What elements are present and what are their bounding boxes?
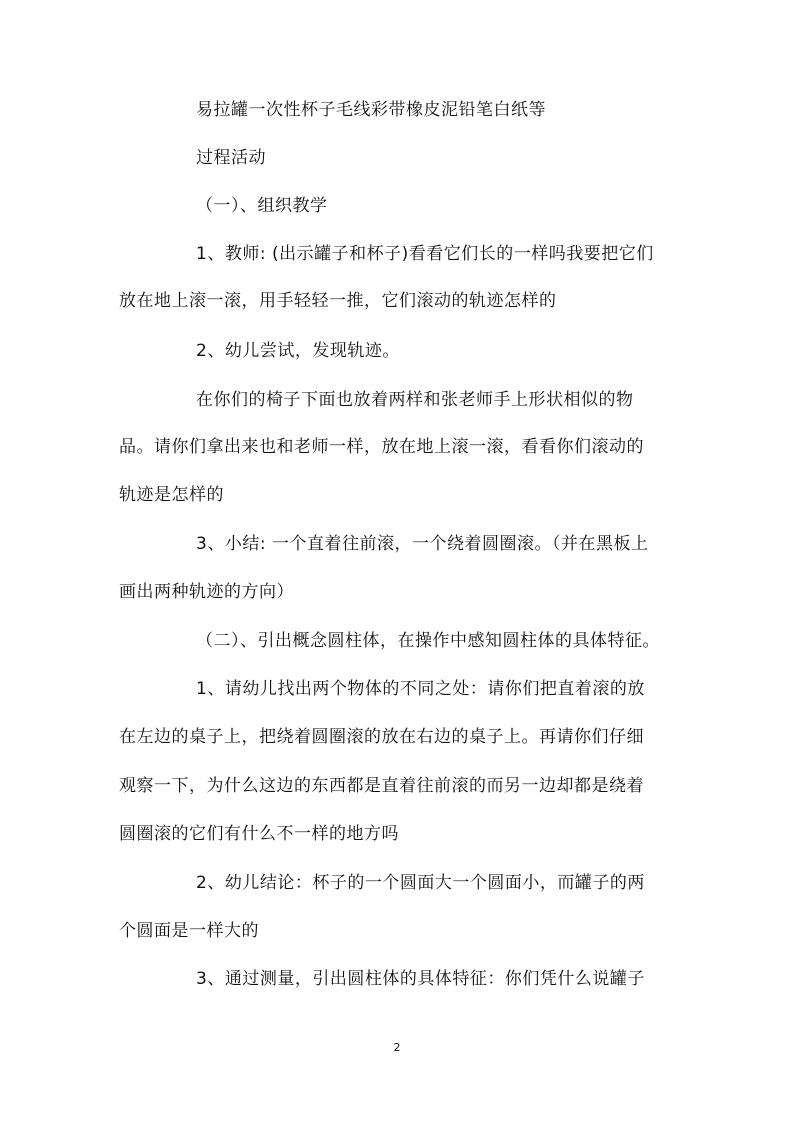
text-line: 在左边的桌子上，把绕着圆圈滚的放在右边的桌子上。再请你们仔细 [119, 727, 644, 747]
section-heading: （二）、引出概念圆柱体，在操作中感知圆柱体的具体特征。 [196, 631, 660, 651]
text-line: 1、教师: (出示罐子和杯子)看看它们长的一样吗我要把它们 [196, 244, 654, 264]
text-line: 放在地上滚一滚，用手轻轻一推，它们滚动的轨迹怎样的 [119, 291, 557, 311]
section-heading: 过程活动 [196, 148, 266, 168]
text-line: 1、请幼儿找出两个物体的不同之处：请你们把直着滚的放 [196, 679, 645, 699]
text-line: 圆圈滚的它们有什么不一样的地方吗 [119, 824, 399, 844]
text-line: 在你们的椅子下面也放着两样和张老师手上形状相似的物 [196, 390, 634, 410]
text-line: 2、幼儿尝试，发现轨迹。 [196, 341, 400, 361]
text-line: 品。请你们拿出来也和老师一样，放在地上滚一滚，看看你们滚动的 [119, 437, 644, 457]
text-line: 2、幼儿结论：杯子的一个圆面大一个圆面小，而罐子的两 [196, 873, 645, 893]
text-line: 轨迹是怎样的 [119, 485, 224, 505]
text-line: 画出两种轨迹的方向） [119, 582, 294, 602]
page-number: 2 [393, 1041, 401, 1054]
section-heading: （一）、组织教学 [196, 196, 328, 216]
text-line: 观察一下，为什么这边的东西都是直着往前滚的而另一边却都是绕着 [119, 776, 644, 796]
text-line: 3、小结: 一个直着往前滚，一个绕着圆圈滚。（并在黑板上 [196, 534, 649, 554]
text-line: 3、通过测量，引出圆柱体的具体特征：你们凭什么说罐子 [196, 969, 645, 989]
text-line: 易拉罐一次性杯子毛线彩带橡皮泥铅笔白纸等 [196, 100, 546, 120]
text-line: 个圆面是一样大的 [119, 921, 259, 941]
